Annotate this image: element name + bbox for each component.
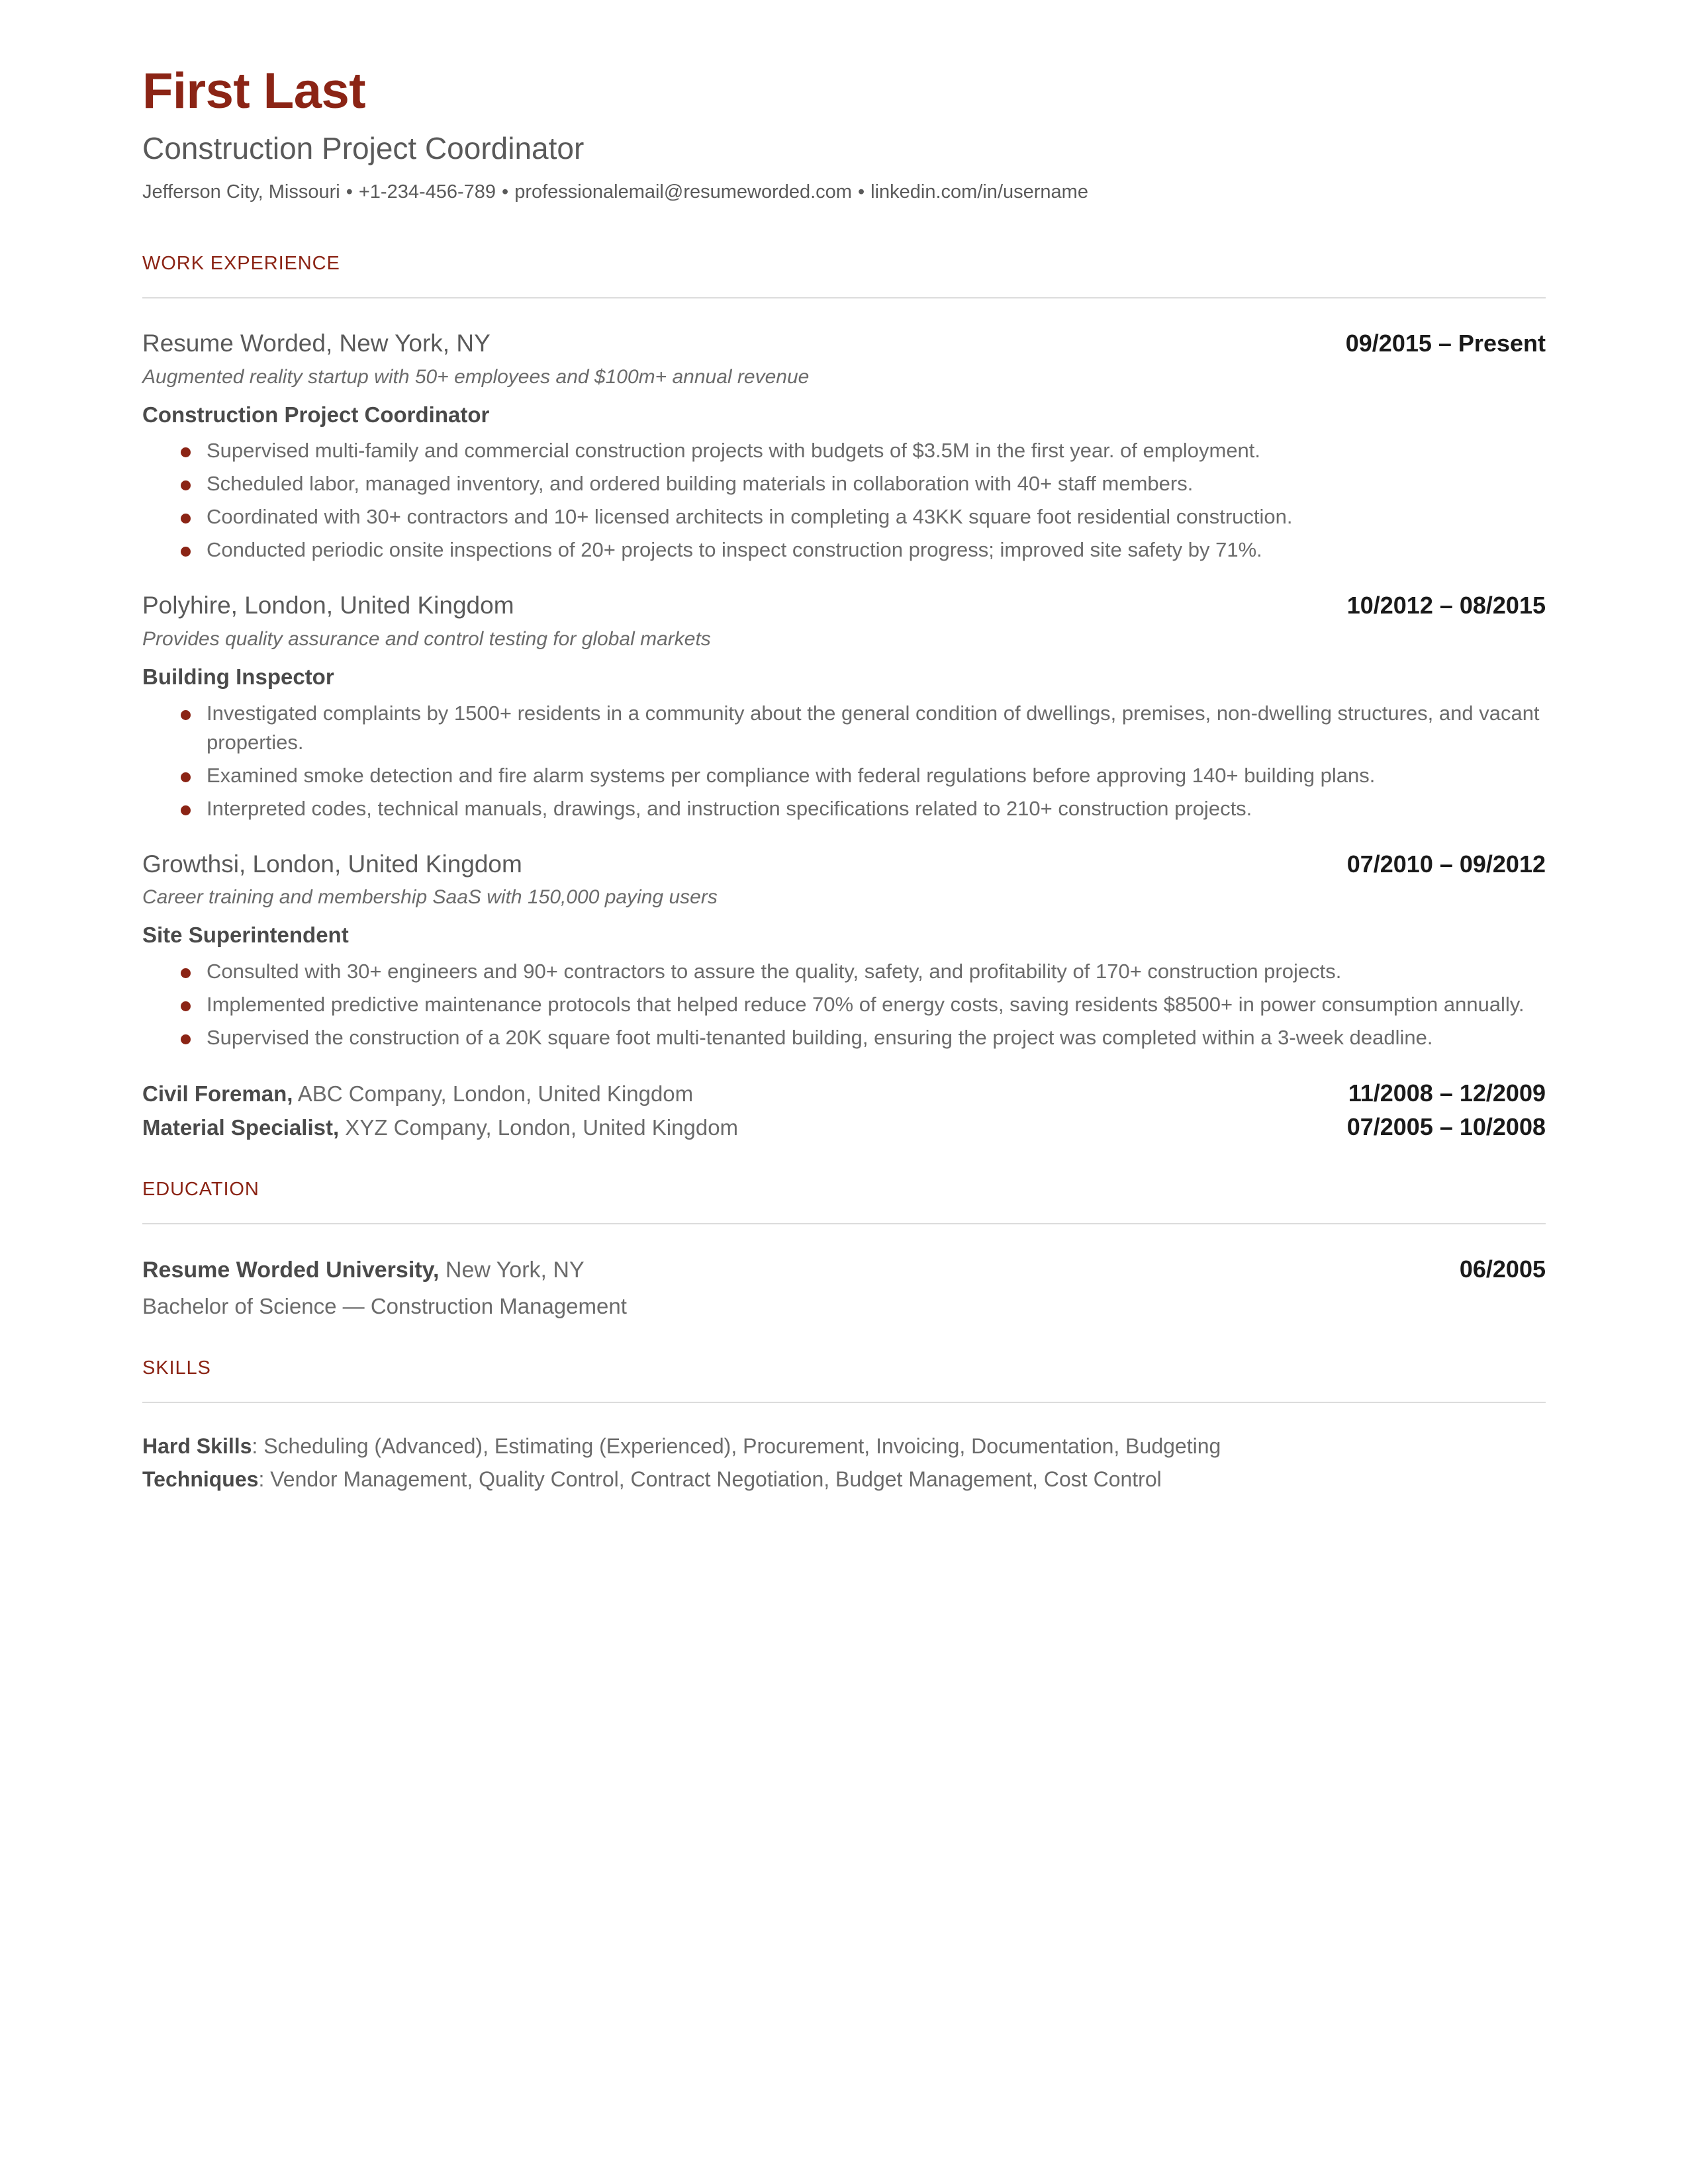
job-bullet: Coordinated with 30+ contractors and 10+ licensed architects in completing a 43KK square foot residential construction. bbox=[142, 502, 1546, 531]
job-dates: 10/2012 – 08/2015 bbox=[1346, 592, 1546, 619]
skill-category-value: : Scheduling (Advanced), Estimating (Experienced), Procurement, Invoicing, Documentation, Budgeting bbox=[252, 1433, 1221, 1458]
contact-separator-3: • bbox=[857, 181, 865, 203]
job-company-blurb: Augmented reality startup with 50+ employees and $100m+ annual revenue bbox=[142, 365, 810, 388]
education-dates: 06/2005 bbox=[1459, 1255, 1546, 1283]
compact-role-row bbox=[142, 1113, 1546, 1142]
education-school-name: Resume Worded University, bbox=[142, 1257, 440, 1283]
job-bullet-list bbox=[142, 957, 1546, 1052]
contact-separator-1: • bbox=[346, 181, 353, 203]
contact-email[interactable]: professionalemail@resumeworded.com bbox=[514, 181, 852, 203]
education-list bbox=[142, 1255, 1546, 1321]
work-experience-item bbox=[142, 329, 1546, 565]
job-bullet: Conducted periodic onsite inspections of 20+ projects to inspect construction progress; improved site safety by 71%. bbox=[142, 535, 1546, 565]
skill-category-label: Hard Skills bbox=[142, 1433, 252, 1458]
skill-category-label: Techniques bbox=[142, 1467, 259, 1492]
job-bullet: Consulted with 30+ engineers and 90+ contractors to assure the quality, safety, and profitability of 170+ construction projects. bbox=[142, 957, 1546, 986]
work-experience-item bbox=[142, 850, 1546, 1052]
page-title: First Last bbox=[142, 63, 366, 119]
work-experience-item bbox=[142, 591, 1546, 823]
contact-location: Jefferson City, Missouri bbox=[142, 181, 340, 203]
section-divider-education bbox=[142, 1223, 1546, 1224]
job-title: Site Superintendent bbox=[142, 923, 349, 948]
job-company: Resume Worded, New York, NY bbox=[142, 330, 491, 357]
job-bullet: Scheduled labor, managed inventory, and ordered building materials in collaboration with 40+ staff members. bbox=[142, 469, 1546, 498]
job-company-blurb: Provides quality assurance and control testing for global markets bbox=[142, 627, 711, 650]
contact-phone: +1-234-456-789 bbox=[358, 181, 496, 203]
education-item bbox=[142, 1255, 1546, 1321]
professional-headline: Construction Project Coordinator bbox=[142, 130, 585, 165]
compact-role-text bbox=[142, 1080, 693, 1109]
job-header-row bbox=[142, 850, 1546, 879]
section-divider-work-experience bbox=[142, 297, 1546, 298]
education-school-line bbox=[142, 1255, 585, 1285]
job-company: Polyhire, London, United Kingdom bbox=[142, 592, 514, 619]
contact-separator-2: • bbox=[502, 181, 509, 203]
section-divider-skills bbox=[142, 1402, 1546, 1403]
job-header-row bbox=[142, 329, 1546, 358]
compact-role-title: Material Specialist, bbox=[142, 1115, 340, 1140]
job-bullet: Supervised the construction of a 20K square foot multi-tenanted building, ensuring the project was completed within a 3-week deadline. bbox=[142, 1023, 1546, 1052]
compact-role-text bbox=[142, 1114, 738, 1142]
job-title: Construction Project Coordinator bbox=[142, 402, 490, 428]
job-bullet: Supervised multi-family and commercial construction projects with budgets of $3.5M in the first year. of employment. bbox=[142, 436, 1546, 465]
compact-role-title: Civil Foreman, bbox=[142, 1081, 293, 1106]
skill-row bbox=[142, 1431, 1546, 1461]
resume-header bbox=[142, 64, 1546, 205]
job-bullet: Investigated complaints by 1500+ residents in a community about the general condition of dwellings, premises, non-dwelling structures, and vacant properties. bbox=[142, 699, 1546, 757]
contact-linkedin[interactable]: linkedin.com/in/username bbox=[870, 181, 1088, 203]
job-dates: 09/2015 – Present bbox=[1345, 330, 1546, 357]
contact-line bbox=[142, 180, 1546, 205]
skill-category-value: : Vendor Management, Quality Control, Contract Negotiation, Budget Management, Cost Control bbox=[258, 1467, 1162, 1492]
compact-role-dates: 11/2008 – 12/2009 bbox=[1348, 1079, 1546, 1107]
job-bullet-list bbox=[142, 436, 1546, 565]
compact-roles-list bbox=[142, 1079, 1546, 1142]
job-title: Building Inspector bbox=[142, 664, 334, 690]
education-degree: Bachelor of Science — Construction Management bbox=[142, 1293, 627, 1318]
section-heading-skills: SKILLS bbox=[142, 1357, 211, 1379]
compact-role-detail: XYZ Company, London, United Kingdom bbox=[339, 1115, 739, 1140]
compact-role-row bbox=[142, 1079, 1546, 1109]
section-heading-work-experience: WORK EXPERIENCE bbox=[142, 253, 340, 275]
education-school-location: New York, NY bbox=[439, 1257, 585, 1283]
work-experience-list bbox=[142, 329, 1546, 1142]
job-company-blurb: Career training and membership SaaS with 150,000 paying users bbox=[142, 886, 718, 908]
compact-role-detail: ABC Company, London, United Kingdom bbox=[293, 1081, 694, 1106]
compact-role-dates: 07/2005 – 10/2008 bbox=[1346, 1113, 1546, 1140]
skill-row bbox=[142, 1464, 1546, 1494]
job-bullet: Implemented predictive maintenance protocols that helped reduce 70% of energy costs, saving residents $8500+ in power consumption annually. bbox=[142, 990, 1546, 1019]
job-bullet: Examined smoke detection and fire alarm systems per compliance with federal regulations before approving 140+ building plans. bbox=[142, 761, 1546, 790]
job-bullet: Interpreted codes, technical manuals, drawings, and instruction specifications related to 210+ construction projects. bbox=[142, 794, 1546, 823]
education-header-row bbox=[142, 1255, 1546, 1285]
job-header-row bbox=[142, 591, 1546, 620]
job-dates: 07/2010 – 09/2012 bbox=[1346, 850, 1546, 878]
job-bullet-list bbox=[142, 699, 1546, 823]
section-heading-education: EDUCATION bbox=[142, 1178, 259, 1200]
skills-list bbox=[142, 1431, 1546, 1495]
job-company: Growthsi, London, United Kingdom bbox=[142, 850, 522, 878]
